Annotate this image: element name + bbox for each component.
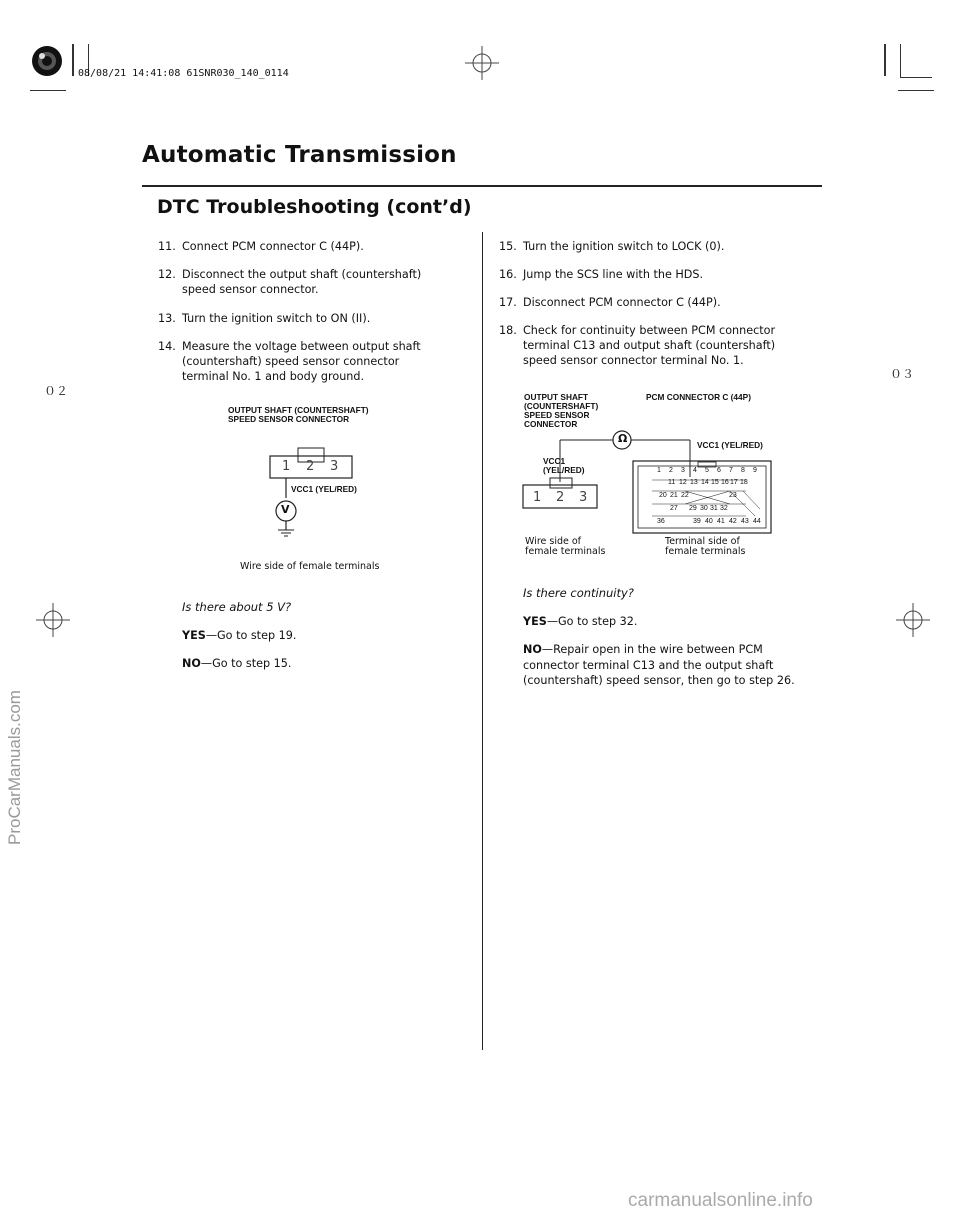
step-text: Connect PCM connector C (44P). xyxy=(182,240,364,253)
registration-mark-top-left xyxy=(30,44,64,78)
pin: 22 xyxy=(681,492,689,499)
step-17 xyxy=(499,295,819,311)
crop-line xyxy=(898,90,934,91)
pin: 21 xyxy=(670,492,678,499)
answer-yes: YES—Go to step 32. xyxy=(523,615,638,628)
pin: 6 xyxy=(717,467,721,474)
pin: 23 xyxy=(729,492,737,499)
no-text: Go to step 15. xyxy=(212,657,292,670)
pin: 32 xyxy=(720,505,728,512)
step-number: 13. xyxy=(158,312,176,325)
terminal-2: 2 xyxy=(306,459,315,474)
step-13 xyxy=(158,311,478,327)
pin: 11 xyxy=(668,479,676,486)
no-label: NO xyxy=(182,657,201,670)
step-number: 15. xyxy=(499,240,517,253)
terminal-3: 3 xyxy=(330,459,339,474)
step-text: Turn the ignition switch to ON (II). xyxy=(182,312,371,325)
pin: 16 xyxy=(721,479,729,486)
terminal-2: 2 xyxy=(556,490,565,505)
step-text: Disconnect PCM connector C (44P). xyxy=(523,296,721,309)
step-text: Check for continuity between PCM connector terminal C13 and output shaft (countershaft) speed sensor connector terminal No. 1. xyxy=(523,324,776,367)
voltmeter-symbol: V xyxy=(281,503,290,516)
pcm-connector-label: PCM CONNECTOR C (44P) xyxy=(646,392,751,402)
pin: 31 xyxy=(710,505,718,512)
terminal-1: 1 xyxy=(533,490,542,505)
crop-line xyxy=(72,44,74,76)
yes-label: YES xyxy=(182,629,206,642)
crop-line xyxy=(900,77,932,78)
yes-text: Go to step 32. xyxy=(558,615,638,628)
pcm-wire-label: VCC1 (YEL/RED) xyxy=(697,440,763,450)
pin: 8 xyxy=(741,467,745,474)
terminal-1: 1 xyxy=(282,459,291,474)
step-number: 18. xyxy=(499,324,517,337)
question: Is there continuity? xyxy=(523,586,634,600)
step-18 xyxy=(499,323,819,371)
step-number: 17. xyxy=(499,296,517,309)
step-number: 14. xyxy=(158,340,176,353)
figure-caption: Wire side of female terminals xyxy=(240,561,380,572)
pin: 18 xyxy=(740,479,748,486)
no-text: Repair open in the wire between PCM connector terminal C13 and the output shaft (countershaft) speed sensor, then go to step 26. xyxy=(523,643,795,687)
ohmmeter-symbol: Ω xyxy=(618,432,628,445)
column-divider xyxy=(482,232,483,1050)
caption-wire-side: Wire side of female terminals xyxy=(525,536,606,557)
pin: 44 xyxy=(753,518,761,525)
sensor-wire-label: VCC1 (YEL/RED) xyxy=(543,456,585,475)
step-text: Jump the SCS line with the HDS. xyxy=(523,268,704,281)
crop-line xyxy=(884,44,886,76)
pin: 9 xyxy=(753,467,757,474)
page-title: Automatic Transmission xyxy=(142,142,457,168)
crop-line xyxy=(30,90,66,91)
pin: 4 xyxy=(693,467,697,474)
print-stamp: 08/08/21 14:41:08 61SNR030_140_0114 xyxy=(78,68,289,79)
step-11 xyxy=(158,239,478,255)
pin: 5 xyxy=(705,467,709,474)
yes-label: YES xyxy=(523,615,547,628)
step-text: Turn the ignition switch to LOCK (0). xyxy=(523,240,725,253)
header-divider xyxy=(142,185,822,187)
crop-line xyxy=(900,44,901,78)
pin: 20 xyxy=(659,492,667,499)
terminal-3: 3 xyxy=(579,490,588,505)
answer-no: NO—Go to step 15. xyxy=(182,657,292,670)
step-14 xyxy=(158,339,478,387)
answer-no: NO—Repair open in the wire between PCM connector terminal C13 and the output shaft (countershaft) speed sensor, then go to step 26. xyxy=(523,643,795,687)
step-number: 16. xyxy=(499,268,517,281)
side-watermark: ProCarManuals.com xyxy=(5,690,24,845)
pin: 3 xyxy=(681,467,685,474)
pin: 42 xyxy=(729,518,737,525)
sensor-connector-label: OUTPUT SHAFT (COUNTERSHAFT) SPEED SENSOR CONNECTOR xyxy=(524,392,599,429)
pin: 27 xyxy=(670,505,678,512)
pin: 14 xyxy=(701,479,709,486)
crosshair-mark-left xyxy=(36,603,70,641)
page-number-left: ０２ xyxy=(44,384,69,398)
step-number: 11. xyxy=(158,240,176,253)
pin: 29 xyxy=(689,505,697,512)
question: Is there about 5 V? xyxy=(182,600,292,614)
page-number-right: ０３ xyxy=(890,367,915,381)
pin: 7 xyxy=(729,467,733,474)
pin: 40 xyxy=(705,518,713,525)
step-text: Disconnect the output shaft (countershaft) speed sensor connector. xyxy=(182,268,422,296)
no-label: NO xyxy=(523,643,542,656)
step-16 xyxy=(499,267,819,283)
bottom-watermark: carmanualsonline.info xyxy=(628,1190,813,1211)
pin: 13 xyxy=(690,479,698,486)
step-text: Measure the voltage between output shaft (countershaft) speed sensor connector terminal No. 1 and body ground. xyxy=(182,340,421,383)
pin: 2 xyxy=(669,467,673,474)
pin: 30 xyxy=(700,505,708,512)
crosshair-mark-top xyxy=(465,46,499,84)
answer-yes: YES—Go to step 19. xyxy=(182,629,297,642)
section-title: DTC Troubleshooting (cont’d) xyxy=(157,196,472,218)
crosshair-mark-right xyxy=(896,603,930,641)
pin: 41 xyxy=(717,518,725,525)
pin: 17 xyxy=(730,479,738,486)
step-15 xyxy=(499,239,819,255)
figure-title: OUTPUT SHAFT (COUNTERSHAFT) SPEED SENSOR CONNECTOR xyxy=(228,405,369,424)
wire-label: VCC1 (YEL/RED) xyxy=(291,484,357,494)
pin: 12 xyxy=(679,479,687,486)
pin: 39 xyxy=(693,518,701,525)
caption-terminal-side: Terminal side of female terminals xyxy=(665,536,746,557)
step-number: 12. xyxy=(158,268,176,281)
pin: 15 xyxy=(711,479,719,486)
pin: 43 xyxy=(741,518,749,525)
yes-text: Go to step 19. xyxy=(217,629,297,642)
step-12 xyxy=(158,267,478,299)
pin: 1 xyxy=(657,467,661,474)
pin: 36 xyxy=(657,518,665,525)
